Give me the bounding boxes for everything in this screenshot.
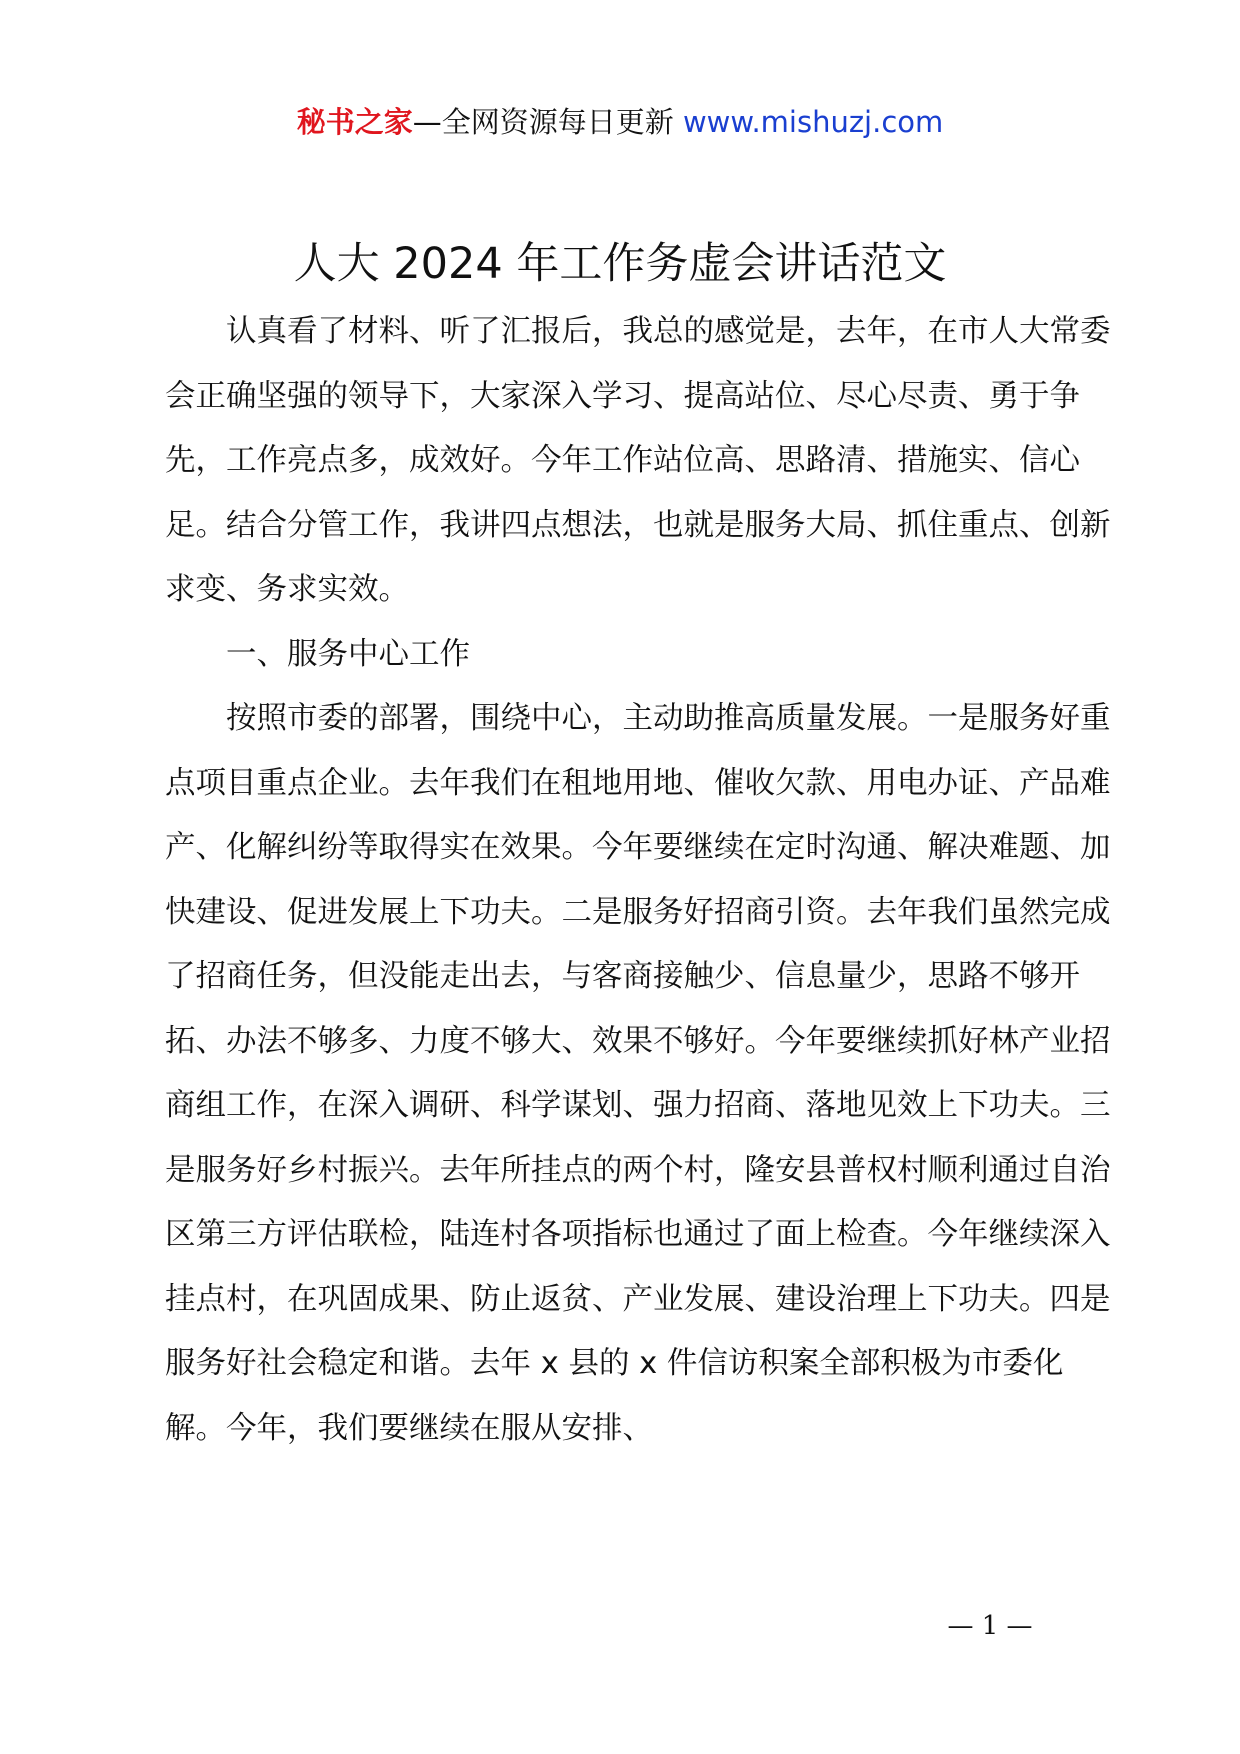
site-header [0, 102, 1240, 142]
document-body [165, 300, 1115, 1461]
document-title: 人大 2024 年工作务虚会讲话范文 [293, 239, 947, 289]
page-number: — 1 — [947, 1611, 1033, 1641]
site-url[interactable]: www.mishuzj.com [682, 105, 944, 139]
paragraph-intro: 认真看了材料、听了汇报后，我总的感觉是，去年，在市人大常委会正确坚强的领导下，大家深入学习、提高站位、尽心尽责、勇于争先，工作亮点多，成效好。今年工作站位高、思路清、措施实、信心足。结合分管工作，我讲四点想法，也就是服务大局、抓住重点、创新求变、务求实效。 [165, 314, 1111, 607]
site-brand: 秘书之家 [296, 105, 413, 139]
paragraph-section-one: 按照市委的部署，围绕中心，主动助推高质量发展。一是服务好重点项目重点企业。去年我们在租地用地、催收欠款、用电办证、产品难产、化解纠纷等取得实在效果。今年要继续在定时沟通、解决难题、加快建设、促进发展上下功夫。二是服务好招商引资。去年我们虽然完成了招商任务，但没能走出去，与客商接触少、信息量少，思路不够开拓、办法不够多、力度不够大、效果不够好。今年要继续抓好林产业招商组工作，在深入调研、科学谋划、强力招商、落地见效上下功夫。三是服务好乡村振兴。去年所挂点的两个村，隆安县普权村顺利通过自治区第三方评估联检，陆连村各项指标也通过了面上检查。今年继续深入挂点村，在巩固成果、防止返贫、产业发展、建设治理上下功夫。四是服务好社会稳定和谐。去年 x 县的 x 件信访积案全部积极为市委化解。今年，我们要继续在服从安排、 [165, 701, 1111, 1446]
section-heading: 一、服务中心工作 [226, 636, 470, 672]
site-slogan: —全网资源每日更新 [412, 105, 683, 139]
